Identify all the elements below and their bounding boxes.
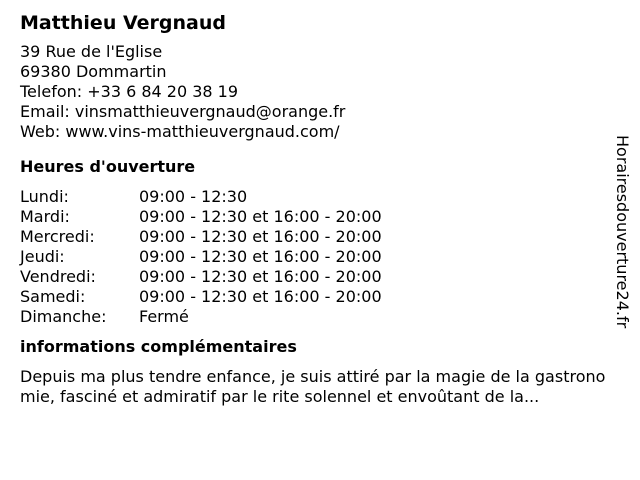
day-hours: Fermé (139, 307, 189, 326)
day-hours: 09:00 - 12:30 et 16:00 - 20:00 (139, 267, 382, 286)
day-label: Lundi: (20, 187, 69, 206)
day-hours: 09:00 - 12:30 (139, 187, 248, 206)
day-label: Mardi: (20, 207, 70, 226)
day-label: Samedi: (20, 287, 86, 306)
info-title: informations complémentaires (20, 337, 297, 356)
address-city: 69380 Dommartin (20, 62, 167, 81)
phone-line: Telefon: +33 6 84 20 38 19 (20, 82, 239, 101)
day-hours: 09:00 - 12:30 et 16:00 - 20:00 (139, 227, 382, 246)
watermark-text: Horairesdouverture24.fr (613, 135, 632, 329)
day-hours: 09:00 - 12:30 et 16:00 - 20:00 (139, 247, 382, 266)
web-line: Web: www.vins-matthieuvergnaud.com/ (20, 122, 340, 141)
hours-row-samedi (20, 287, 610, 307)
business-name: Matthieu Vergnaud (20, 12, 226, 34)
day-label: Mercredi: (20, 227, 95, 246)
email-line: Email: vinsmatthieuvergnaud@orange.fr (20, 102, 346, 121)
business-card (20, 10, 610, 407)
day-label: Dimanche: (20, 307, 107, 326)
hours-title: Heures d'ouverture (20, 157, 196, 176)
info-text: Depuis ma plus tendre enfance, je suis attiré par la magie de la gastronomie, fasciné et admiratif par le rite solennel et envoûtant de la... (20, 367, 606, 406)
hours-row-jeudi (20, 247, 610, 267)
day-hours: 09:00 - 12:30 et 16:00 - 20:00 (139, 287, 382, 306)
day-hours: 09:00 - 12:30 et 16:00 - 20:00 (139, 207, 382, 226)
hours-row-mercredi (20, 227, 610, 247)
hours-row-vendredi (20, 267, 610, 287)
hours-row-dimanche (20, 307, 610, 327)
day-label: Jeudi: (20, 247, 65, 266)
hours-row-lundi (20, 187, 610, 207)
address-street: 39 Rue de l'Eglise (20, 42, 163, 61)
day-label: Vendredi: (20, 267, 96, 286)
hours-row-mardi (20, 207, 610, 227)
